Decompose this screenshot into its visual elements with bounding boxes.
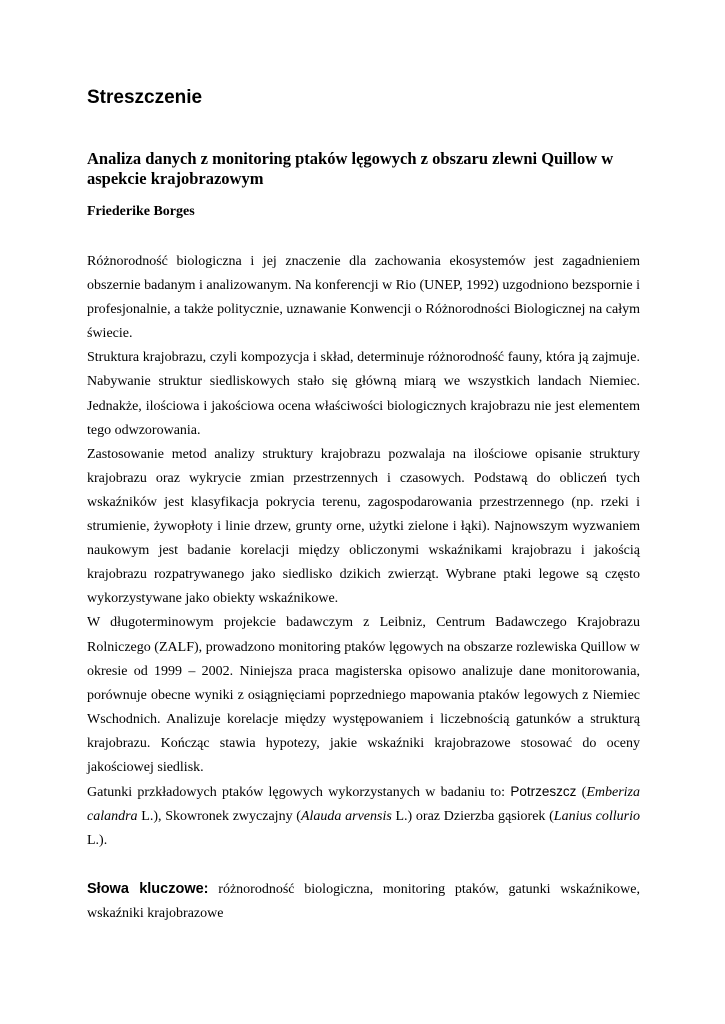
paragraph-project: W długoterminowym projekcie badawczym z Leibniz, Centrum Badawczego Krajobrazu Rolniczego (ZALF), prowadzono monitoring ptaków lęgowych na obszarze rozlewiska Quillow w okresie od 1999 – 2002. Niniejsza praca magisterska opisowo analizuje dane monitorowania, porównuje obecne wyniki z osiągnięciami poprzedniego mapowania ptaków legowych z Niemiec Wschodnich. Analizuje korelacje między występowaniem i liczebnością gatunków a strukturą krajobrazu. Kończąc stawia hypotezy, jakie wskaźniki krajobrazowe stosować do oceny jakościowej siedlisk. bbox=[87, 615, 640, 775]
paragraph-species bbox=[87, 780, 640, 853]
abstract-body bbox=[87, 250, 640, 927]
keywords-label: Słowa kluczowe: bbox=[87, 881, 209, 898]
species-author-2: L.) oraz Dzierzba gąsiorek ( bbox=[391, 809, 554, 825]
species-latin-3: Lanius collurio bbox=[553, 809, 640, 825]
thesis-title: Analiza danych z monitoring ptaków lęgowych z obszaru zlewni Quillow w aspekcie krajobrazowym bbox=[87, 149, 614, 188]
species-common-name: Potrzeszcz bbox=[510, 784, 577, 800]
paragraph-landscape-structure: Struktura krajobrazu, czyli kompozycja i skład, determinuje różnorodność fauny, która ją zajmuje. Nabywanie struktur siedliskowych stało się główną miarą we wszystkich landach Niemiec. Jednakże, ilościowa i jakościowa ocena właściwości biologicznych krajobrazu nie jest elementem tego odwzorowania. bbox=[87, 350, 640, 438]
species-latin-1: Emberiza calandra bbox=[87, 785, 640, 825]
keywords-text: różnorodność biologiczna, monitoring ptaków, gatunki wskaźnikowe, wskaźniki krajobrazowe bbox=[87, 882, 640, 922]
paragraph-methods: Zastosowanie metod analizy struktury krajobrazu pozwalaja na ilościowe opisanie struktury krajobrazu oraz wykrycie zmian przestrzennych i czasowych. Podstawą do obliczeń tych wskaźników jest klasyfikacja pokrycia terenu, zagospodarowania przestrzennego (np. rzeki i strumienie, żywopłoty i linie drzew, grunty orne, użytki zielone i łąki). Najnowszym wyzwaniem naukowym jest badanie korelacji między obliczonymi wskaźnikami krajobrazu i jakością krajobrazu rozpatrywanego jako siedlisko dzikich zwierząt. Wybrane ptaki legowe są często wykorzystywane jako obiekty wskaźnikowe. bbox=[87, 446, 640, 607]
species-author-3: L.). bbox=[87, 833, 108, 849]
section-heading: Streszczenie bbox=[87, 87, 203, 108]
author-name: Friederike Borges bbox=[87, 204, 195, 219]
keywords-paragraph bbox=[87, 877, 640, 926]
species-open: ( bbox=[576, 785, 587, 801]
species-latin-2: Alauda arvensis bbox=[300, 809, 392, 825]
species-author-1: L.), Skowronek zwyczajny ( bbox=[137, 809, 301, 825]
species-intro: Gatunki przkładowych ptaków lęgowych wykorzystanych w badaniu to: bbox=[87, 785, 511, 801]
paragraph-biodiversity: Różnorodność biologiczna i jej znaczenie dla zachowania ekosystemów jest zagadnieniem obszernie badanym i analizowanym. Na konferencji w Rio (UNEP, 1992) uzgodniono bezspornie i profesjonalnie, a także politycznie, uznawanie Konwencji o Różnorodności Biologicznej na całym świecie. bbox=[87, 254, 640, 342]
